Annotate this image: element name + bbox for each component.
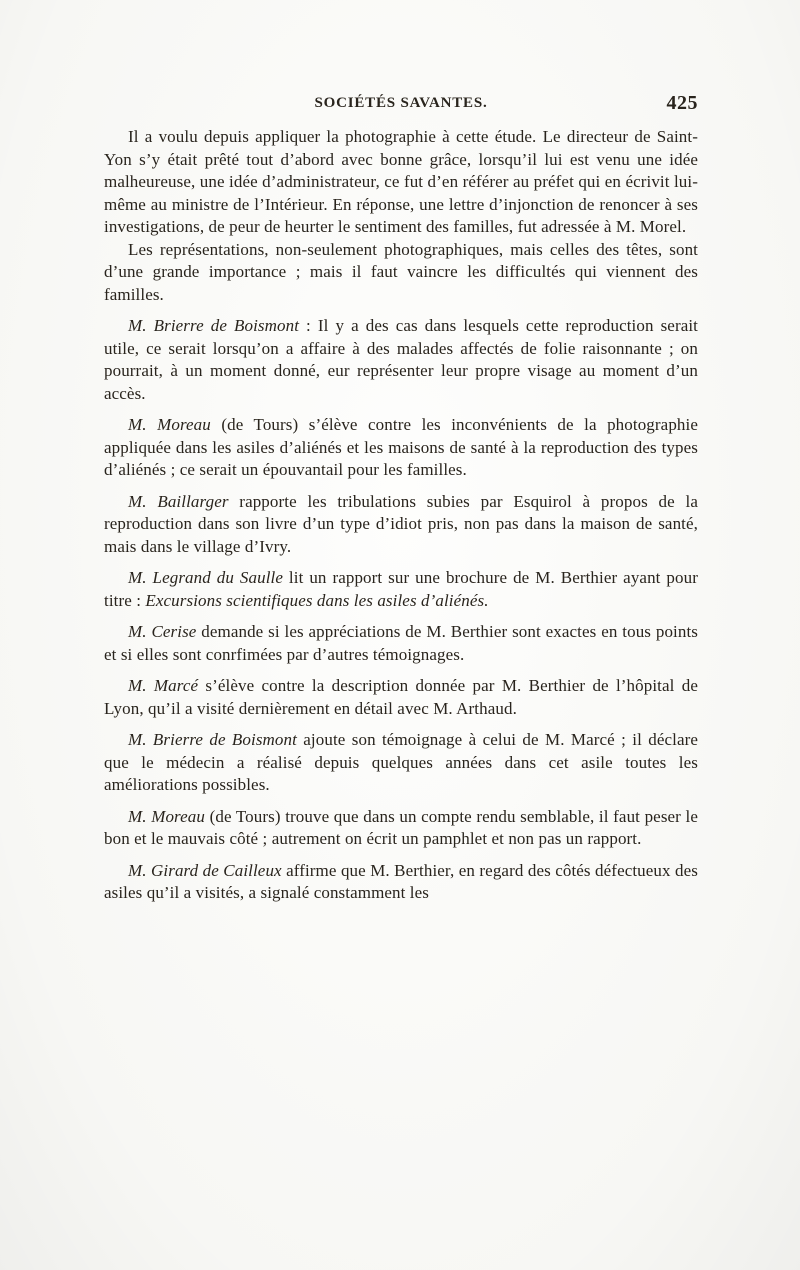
text-segment: (de Tours) s’élève contre les inconvénients de la photographie appliquée dans les asiles d’aliénés et les maisons de santé à la reproduction des types d’aliénés ; ce serait un épouvantail pour les familles. [104,415,698,479]
running-title: SOCIÉTÉS SAVANTES. [314,95,488,111]
paragraph [104,239,698,307]
text-segment: affirme que M. Berthier, en regard des côtés défectueux des asiles qu’il a visités, a signalé constamment les [104,860,698,902]
paragraph [104,491,698,559]
paragraph [104,621,698,666]
paragraph [104,126,698,239]
italic-text-segment: M. Legrand du Saulle [128,568,283,587]
text-segment: ajoute son témoignage à celui de M. Marcé ; il déclare que le médecin a réalisé depuis quelques années dans cet asile toutes les améliorations possibles. [104,730,698,794]
paragraph [104,315,698,405]
text-segment: Il a voulu depuis appliquer la photographie à cette étude. Le directeur de Saint-Yon s’y était prêté tout d’abord avec bonne grâce, lorsqu’il lui est venu une idée malheureuse, une idée d’administrateur, ce fut d’en référer au préfet qui en écrivit lui-même au ministre de l’Intérieur. En réponse, une lettre d’injonction de renoncer à ses investigations, de peur de heurter le sentiment des familles, fut adressée à M. Morel. [104,127,698,236]
italic-text-segment: M. Girard de Cailleux [128,860,282,880]
paragraph [104,729,698,797]
italic-text-segment: M. Marcé [128,676,199,695]
italic-text-segment: M. Brierre de Boismont [128,316,300,335]
paragraph [104,414,698,482]
text-block [104,126,698,905]
text-segment: : Il y a des cas dans lesquels cette reproduction serait utile, ce serait lorsqu’on a affaire à des malades affectés de folie raisonnante ; on pourrait, à un moment donné, eur représenter leur propre visage au moment d’un accès. [104,316,699,403]
text-segment: (de Tours) trouve que dans un compte rendu semblable, il faut peser le bon et le mauvais côté ; autrement on écrit un pamphlet et non pas un rapport. [104,806,698,848]
text-segment: Les représentations, non-seulement photographiques, mais celles des têtes, sont d’une grande importance ; mais il faut vaincre les difficultés qui viennent des familles. [104,239,698,304]
text-segment: rapporte les tribulations subies par Esquirol à propos de la reproduction dans son livre d’un type d’idiot pris, non pas dans la maison de santé, mais dans le village d’Ivry. [104,491,698,556]
text-segment: s’élève contre la description donnée par M. Berthier de l’hôpital de Lyon, qu’il a visité dernièrement en détail avec M. Arthaud. [104,676,698,718]
italic-text-segment: M. Brierre de Boismont [128,730,297,749]
paragraph [104,567,698,612]
page-header [104,92,698,118]
page-number: 425 [666,92,698,114]
page-content [104,92,698,905]
text-segment: demande si les appréciations de M. Berthier sont exactes en tous points et si elles sont conrfimées par d’autres témoignages. [104,622,699,664]
italic-text-segment: M. Moreau [128,806,205,826]
paragraph [104,806,698,851]
italic-text-segment: M. Moreau [128,415,211,434]
italic-text-segment: M. Baillarger [128,491,229,511]
paragraph [104,675,698,720]
paragraph [104,860,698,905]
text-segment: lit un rapport sur une brochure de M. Berthier ayant pour titre : [104,568,698,610]
italic-text-segment: M. Cerise [128,622,197,641]
italic-text-segment: Excursions scientifiques dans les asiles d’aliénés. [145,590,489,610]
